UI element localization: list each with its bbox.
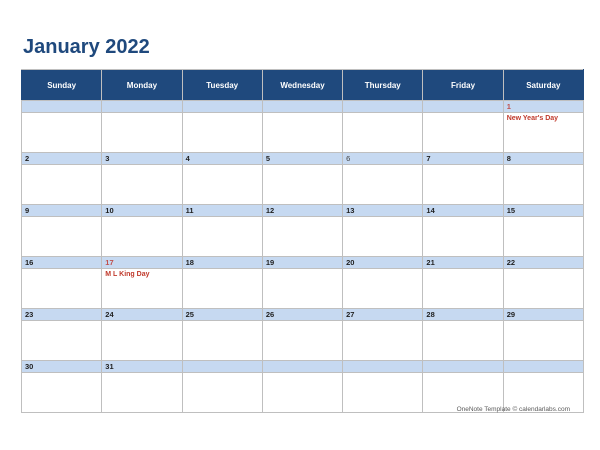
date-cell-holiday: 1 — [503, 101, 583, 113]
day-cell[interactable] — [343, 321, 423, 361]
calendar-title: January 2022 — [23, 36, 150, 58]
date-cell: 20 — [343, 257, 423, 269]
day-cell[interactable] — [262, 321, 342, 361]
date-cell: 16 — [22, 257, 102, 269]
date-cell: 26 — [262, 309, 342, 321]
calendar-grid — [21, 69, 584, 413]
date-cell: 30 — [22, 361, 102, 373]
date-cell: 8 — [503, 153, 583, 165]
footer-credit: OneNote Template © calendarlabs.com — [456, 406, 570, 413]
week-4-body — [22, 269, 584, 309]
date-cell — [182, 361, 262, 373]
date-cell: 10 — [102, 205, 182, 217]
date-cell — [262, 101, 342, 113]
holiday-label: New Year's Day — [506, 115, 559, 122]
day-cell[interactable] — [262, 269, 342, 309]
day-cell[interactable] — [262, 165, 342, 205]
day-cell[interactable] — [22, 113, 102, 153]
date-cell: 9 — [22, 205, 102, 217]
day-cell[interactable] — [22, 217, 102, 257]
week-2-body — [22, 165, 584, 205]
week-5-body — [22, 321, 584, 361]
day-cell[interactable] — [503, 165, 583, 205]
date-cell: 25 — [182, 309, 262, 321]
date-cell: 4 — [182, 153, 262, 165]
weekday-header-row — [22, 70, 584, 101]
week-4-dates — [22, 257, 584, 269]
date-cell — [423, 361, 503, 373]
date-cell: 21 — [423, 257, 503, 269]
day-cell[interactable] — [22, 269, 102, 309]
day-cell[interactable] — [102, 217, 182, 257]
date-cell: 23 — [22, 309, 102, 321]
day-cell[interactable] — [503, 269, 583, 309]
day-cell[interactable] — [423, 165, 503, 205]
day-cell[interactable] — [182, 113, 262, 153]
holiday-label: M L King Day — [105, 271, 150, 278]
date-cell: 13 — [343, 205, 423, 217]
week-1-body — [22, 113, 584, 153]
date-cell: 5 — [262, 153, 342, 165]
day-cell[interactable] — [102, 269, 182, 309]
day-cell[interactable] — [343, 165, 423, 205]
day-cell[interactable] — [102, 373, 182, 413]
day-cell[interactable] — [182, 165, 262, 205]
date-cell: 14 — [423, 205, 503, 217]
weekday-monday: Monday — [102, 70, 182, 101]
date-cell: 22 — [503, 257, 583, 269]
date-cell — [423, 101, 503, 113]
day-cell[interactable] — [423, 321, 503, 361]
day-cell[interactable] — [343, 217, 423, 257]
date-cell: 24 — [102, 309, 182, 321]
day-cell[interactable] — [182, 321, 262, 361]
day-cell[interactable] — [423, 217, 503, 257]
weekday-thursday: Thursday — [343, 70, 423, 101]
date-cell: 7 — [423, 153, 503, 165]
week-6-dates — [22, 361, 584, 373]
date-cell — [182, 101, 262, 113]
date-cell — [102, 101, 182, 113]
date-cell: 11 — [182, 205, 262, 217]
week-3-body — [22, 217, 584, 257]
day-cell[interactable] — [343, 113, 423, 153]
week-3-dates — [22, 205, 584, 217]
date-cell: 12 — [262, 205, 342, 217]
date-cell: 27 — [343, 309, 423, 321]
date-cell: 29 — [503, 309, 583, 321]
date-cell: 28 — [423, 309, 503, 321]
day-cell[interactable] — [343, 373, 423, 413]
date-cell — [262, 361, 342, 373]
weekday-wednesday: Wednesday — [262, 70, 342, 101]
day-cell[interactable] — [102, 165, 182, 205]
day-cell[interactable] — [182, 217, 262, 257]
date-cell: 18 — [182, 257, 262, 269]
week-5-dates — [22, 309, 584, 321]
date-cell: 15 — [503, 205, 583, 217]
day-cell[interactable] — [262, 373, 342, 413]
week-1-dates — [22, 101, 584, 113]
date-cell-holiday: 17 — [102, 257, 182, 269]
date-cell — [343, 101, 423, 113]
day-cell[interactable] — [423, 113, 503, 153]
day-cell[interactable] — [102, 321, 182, 361]
day-cell[interactable] — [182, 269, 262, 309]
day-cell[interactable] — [503, 321, 583, 361]
weekday-saturday: Saturday — [503, 70, 583, 101]
date-cell: 6 — [343, 153, 423, 165]
week-2-dates — [22, 153, 584, 165]
day-cell[interactable] — [22, 165, 102, 205]
date-cell — [343, 361, 423, 373]
date-cell: 3 — [102, 153, 182, 165]
date-cell: 19 — [262, 257, 342, 269]
day-cell[interactable] — [503, 113, 583, 153]
weekday-friday: Friday — [423, 70, 503, 101]
day-cell[interactable] — [22, 321, 102, 361]
weekday-tuesday: Tuesday — [182, 70, 262, 101]
date-cell: 31 — [102, 361, 182, 373]
day-cell[interactable] — [22, 373, 102, 413]
day-cell[interactable] — [503, 217, 583, 257]
day-cell[interactable] — [182, 373, 262, 413]
day-cell[interactable] — [343, 269, 423, 309]
day-cell[interactable] — [262, 113, 342, 153]
date-cell: 2 — [22, 153, 102, 165]
day-cell[interactable] — [262, 217, 342, 257]
date-cell — [503, 361, 583, 373]
day-cell[interactable] — [423, 269, 503, 309]
date-cell — [22, 101, 102, 113]
day-cell[interactable] — [102, 113, 182, 153]
weekday-sunday: Sunday — [22, 70, 102, 101]
